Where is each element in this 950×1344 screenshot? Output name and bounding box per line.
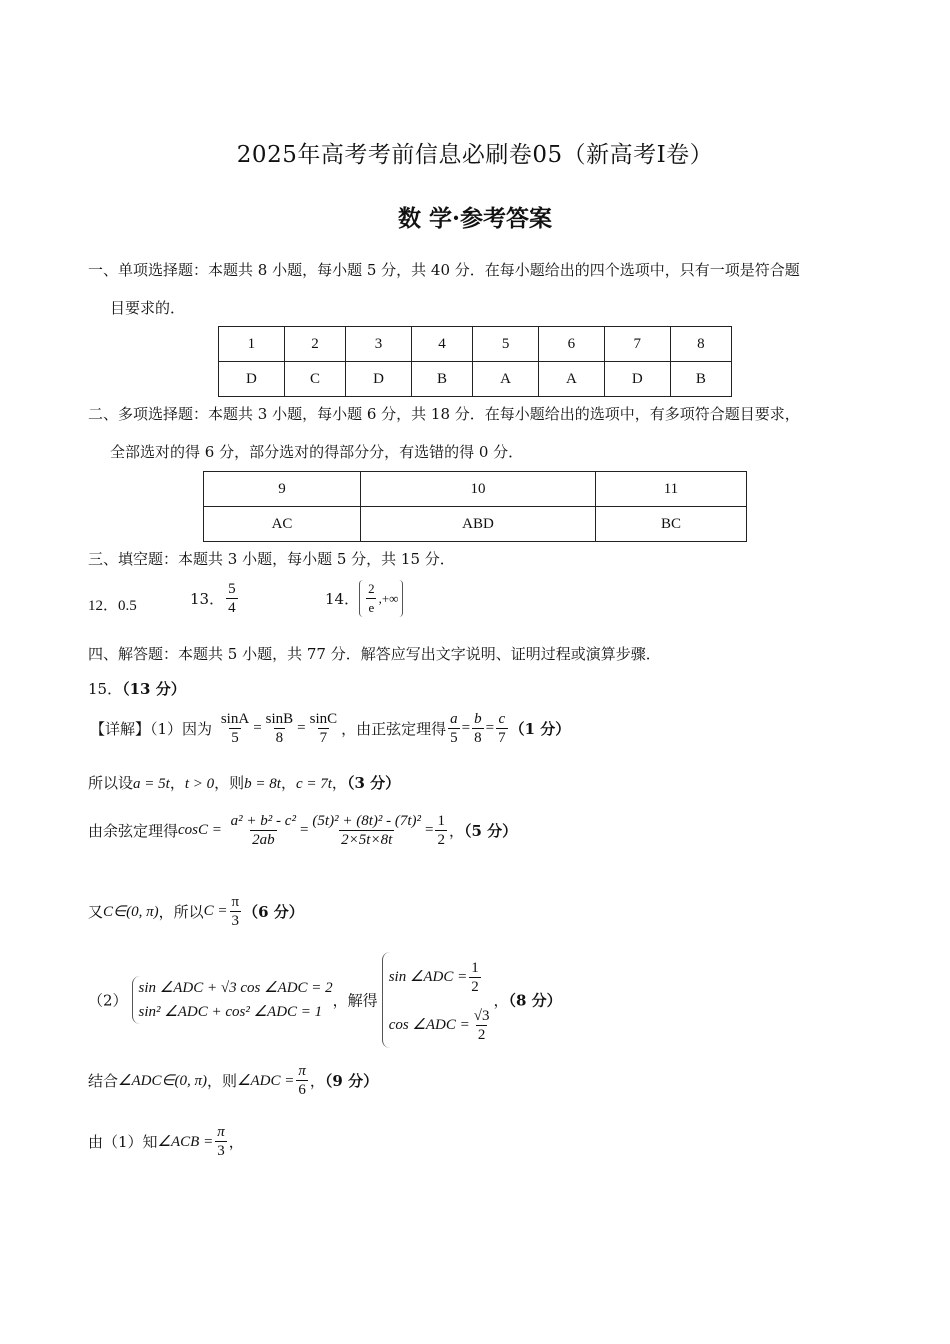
fraction-numerator: 1	[437, 813, 445, 829]
fraction-numerator: π	[217, 1124, 225, 1140]
q13-fraction	[226, 580, 238, 617]
table-cell: B	[670, 362, 731, 397]
interval-tail: ,+∞	[378, 590, 399, 606]
table-cell: 9	[204, 472, 361, 507]
solution-line-2: 所以设a = 5t，t > 0，则b = 8t，c = 7t，（3 分）	[88, 774, 401, 792]
fraction-denominator: 2	[477, 1026, 486, 1043]
fraction-one-half	[469, 959, 481, 996]
q14-interval	[359, 580, 403, 617]
table-cell: AC	[204, 507, 361, 542]
table-row	[219, 362, 732, 397]
text: ，则	[207, 1072, 238, 1090]
table-row	[204, 507, 747, 542]
fraction-denominator: 3	[231, 913, 240, 929]
table-cell: BC	[595, 507, 746, 542]
section2-answer-table	[203, 471, 747, 542]
fraction-sinB-8	[264, 710, 296, 747]
math-expr: b = 8t	[244, 776, 281, 792]
text: ，由正弦定理得	[341, 720, 447, 738]
table-cell: D	[219, 362, 285, 397]
table-cell: D	[604, 362, 670, 397]
fraction-sinC-7	[308, 710, 340, 747]
fraction-cosine-values	[310, 812, 423, 849]
text: 则	[229, 774, 245, 792]
solution-line-5: （2） sin ∠ADC + √3 cos ∠ADC = 2 sin² ∠ADC + cos² ∠ADC = 1 ，解得 sin ∠ADC = $\frac{1}{2}$ cos ∠ADC = $\frac{√3}{2}$ ，（8 分）	[88, 952, 562, 1048]
fraction-numerator: π	[231, 894, 240, 910]
table-cell: C	[284, 362, 345, 397]
text: 所以设	[88, 774, 134, 792]
fraction-pi-3	[230, 893, 242, 930]
math-expr: cosC =	[178, 822, 222, 838]
math-expr: t > 0	[184, 776, 215, 792]
q15-label: 15．	[88, 680, 123, 698]
text: 结合	[88, 1072, 119, 1090]
math-expr: C∈(0, π)	[103, 904, 159, 920]
table-cell: 10	[361, 472, 596, 507]
score: （3 分）	[346, 774, 401, 792]
fraction-numerator: 1	[471, 959, 479, 976]
solution-line-7: 由（1）知∠ACB = $\frac{\pi}{3}$ ，	[88, 1124, 244, 1159]
text: ，所以	[158, 903, 204, 921]
solution-line-1: 【详解】（1）因为 $\frac{\sin A}{5}$ = $\frac{\sin B}{8}$ = $\frac{\sin C}{7}$ ，由正弦定理得 $\frac{a}{5}$ = $\frac{b}{8}$ = $\frac{c}{7}$ （1 分）	[90, 711, 571, 746]
score: （5 分）	[464, 822, 518, 840]
q15-heading	[88, 678, 186, 699]
document-subtitle: 数 学·参考答案	[397, 205, 552, 232]
fraction-denominator: 2	[437, 832, 445, 848]
equation-system	[132, 976, 333, 1024]
table-cell: 1	[219, 327, 285, 362]
fraction-a-5	[448, 710, 460, 747]
text: ，解得	[332, 991, 378, 1010]
fraction-pi-6	[296, 1062, 308, 1099]
fraction-denominator: e	[368, 600, 375, 615]
table-row	[219, 327, 732, 362]
table-cell: 4	[411, 327, 472, 362]
math-expr: C =	[203, 903, 228, 919]
solution-line-6: 结合∠ADC∈(0, π)，则∠ADC = $\frac{\pi}{6}$ ，（9 分）	[88, 1063, 379, 1098]
fraction-pi-3	[215, 1123, 227, 1160]
math-expr: ∠ADC∈(0, π)	[118, 1073, 208, 1089]
fraction-numerator: b	[474, 711, 482, 727]
fraction-sqrt3-2	[472, 1007, 492, 1044]
fraction-c-7	[496, 710, 508, 747]
fraction-numerator: √3	[473, 1007, 490, 1024]
fraction-numerator: (5t)² + (8t)² - (7t)²	[312, 813, 422, 829]
math-expr: ∠ADC =	[237, 1073, 295, 1089]
table-row	[204, 472, 747, 507]
text: 由余弦定理得	[88, 822, 179, 840]
q12-answer-line	[88, 594, 137, 615]
q12-answer: 0.5	[118, 598, 137, 614]
math-expr: cos ∠ADC =	[388, 1017, 470, 1033]
text: 由（1）知	[88, 1133, 158, 1151]
text: （2）	[88, 991, 128, 1010]
fraction-one-half	[435, 812, 447, 849]
fraction-denominator: 6	[298, 1082, 306, 1098]
solution-system	[382, 952, 494, 1048]
section4-heading: 四、解答题：本题共 5 小题，共 77 分．解答应写出文字说明、证明过程或演算步骤．	[88, 645, 661, 663]
section3-heading: 三、填空题：本题共 3 小题，每小题 5 分，共 15 分．	[88, 550, 455, 568]
score: （8 分）	[508, 991, 562, 1010]
section1-answer-table	[218, 326, 732, 397]
equation: sin² ∠ADC + cos² ∠ADC = 1	[138, 1004, 323, 1020]
table-cell: 11	[595, 472, 746, 507]
section2-heading: 二、多项选择题：本题共 3 小题，每小题 6 分，共 18 分．在每小题给出的选项中，有多项符合题目要求，	[88, 405, 800, 423]
table-cell: A	[473, 362, 539, 397]
table-cell: B	[411, 362, 472, 397]
table-cell: 3	[346, 327, 412, 362]
fraction-numerator: a	[450, 711, 458, 727]
q12-label: 12．	[88, 598, 119, 614]
table-cell: 7	[604, 327, 670, 362]
score: （9 分）	[324, 1072, 379, 1090]
fraction-denominator: 3	[217, 1143, 225, 1159]
fraction-sinA-5	[219, 710, 251, 747]
table-cell: 5	[473, 327, 539, 362]
fraction-numerator: 2	[368, 581, 375, 596]
score: （1 分）	[509, 720, 571, 738]
section1-heading: 一、单项选择题：本题共 8 小题，每小题 5 分，共 40 分．在每小题给出的四个选项中，只有一项是符合题	[88, 261, 800, 279]
math-expr: a = 5t	[133, 776, 170, 792]
fraction-denominator: 7	[319, 730, 328, 746]
fraction-denominator: 2×5t×8t	[341, 832, 393, 848]
math-expr: sin ∠ADC =	[388, 969, 468, 985]
fraction-denominator: 2	[471, 978, 479, 995]
fraction-cosine-formula	[229, 812, 298, 849]
fraction-numerator: a² + b² - c²	[230, 813, 296, 829]
document-title: 2025年高考考前信息必刷卷05（新高考Ⅰ卷）	[236, 142, 714, 168]
section1-heading-cont: 目要求的．	[110, 299, 186, 317]
fraction-denominator: 7	[498, 730, 506, 746]
table-cell: D	[346, 362, 412, 397]
fraction-denominator: 8	[474, 730, 482, 746]
math-expr: c = 7t	[295, 776, 332, 792]
fraction-denominator: 2ab	[252, 832, 275, 848]
q13-answer-line	[190, 580, 240, 617]
q15-score: （13 分）	[122, 680, 186, 698]
fraction-numerator: 5	[228, 581, 236, 597]
fraction-numerator: sinC	[309, 711, 338, 727]
solution-line-3: 由余弦定理得cosC = $\frac{\text{a² + b² - c²}}{2ab}$ = $\frac{\text{(5t)² + (8t)² - (7t)²}}{2\times 5t\times 8t}$ = $\frac{1}{2}$ ，（5 分）	[88, 813, 518, 848]
section2-heading-cont: 全部选对的得 6 分，部分选对的得部分分，有选错的得 0 分．	[110, 443, 524, 461]
text: （1）因为	[150, 720, 213, 738]
q13-label: 13．	[190, 590, 225, 608]
fraction-numerator: c	[498, 711, 506, 727]
solution-line-4	[88, 893, 304, 930]
fraction-numerator: π	[298, 1063, 306, 1079]
text: 又	[88, 903, 104, 921]
math-expr: ∠ACB =	[157, 1134, 214, 1150]
equation: sin ∠ADC + √3 cos ∠ADC = 2	[138, 980, 333, 996]
q14-fraction	[366, 580, 377, 617]
table-cell: 8	[670, 327, 731, 362]
table-cell: A	[539, 362, 605, 397]
fraction-numerator: sinA	[220, 711, 250, 727]
fraction-b-8	[472, 710, 484, 747]
fraction-denominator: 5	[231, 730, 239, 746]
fraction-denominator: 4	[228, 600, 236, 616]
detail-tag: 【详解】	[90, 720, 151, 738]
table-cell: ABD	[361, 507, 596, 542]
fraction-denominator: 8	[275, 730, 284, 746]
table-cell: 6	[539, 327, 605, 362]
fraction-numerator: sinB	[265, 711, 294, 727]
table-cell: 2	[284, 327, 345, 362]
q14-label: 14．	[325, 590, 360, 608]
fraction-denominator: 5	[450, 730, 458, 746]
q14-answer-line	[325, 580, 403, 617]
score: （6 分）	[243, 903, 304, 921]
